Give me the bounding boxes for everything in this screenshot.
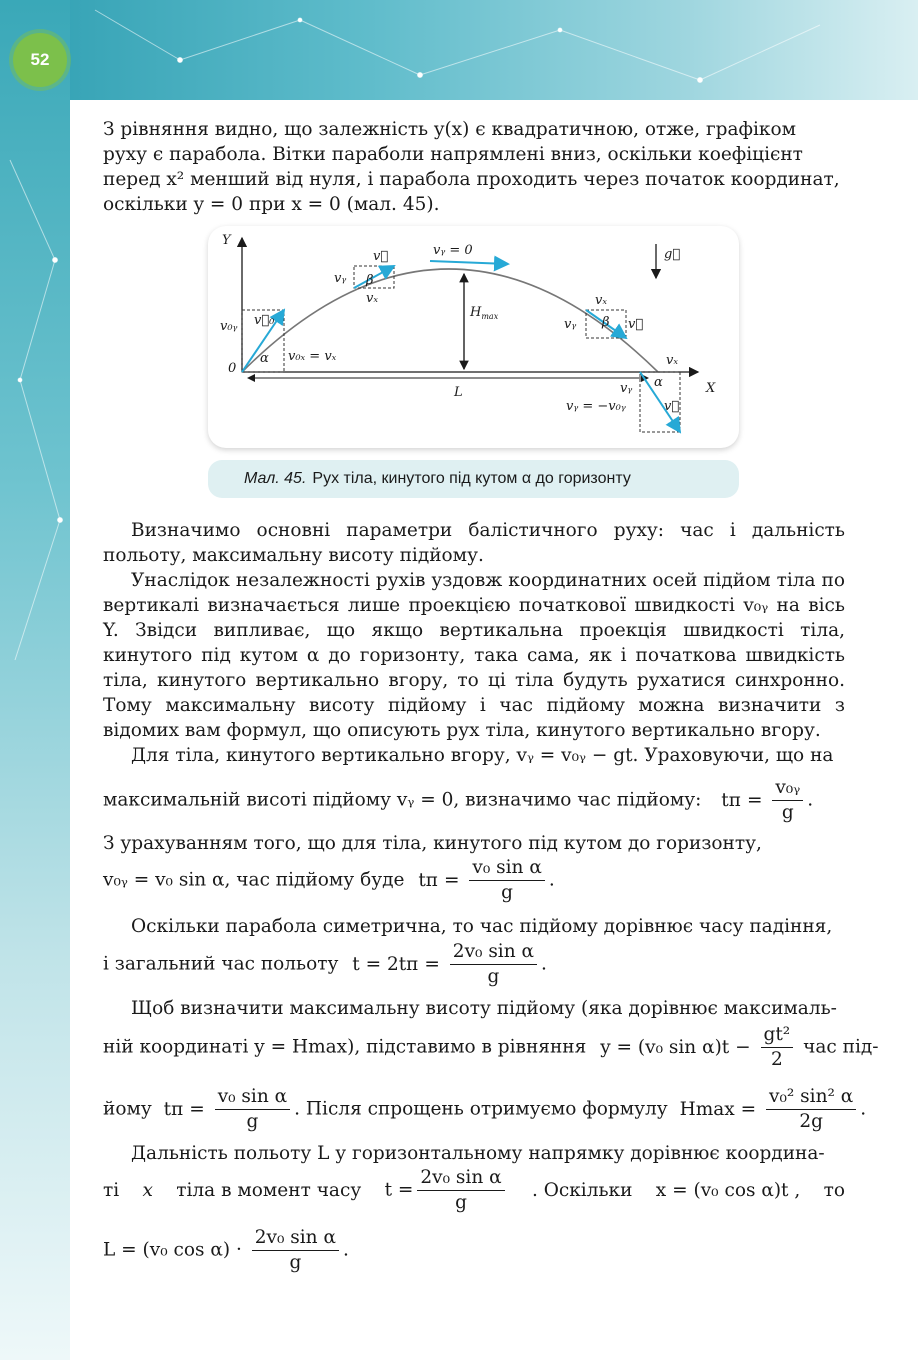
paragraph-4 [103,831,845,856]
vx-end-label: vₓ [666,353,678,368]
y-eq-line [103,1023,879,1072]
vy-rising-label: vᵧ [334,271,347,286]
tp-lhs: tп = [721,789,763,811]
beta-rising-label: β [366,273,374,288]
L-num: 2v₀ sin α [252,1226,339,1251]
hmax-num: v₀² sin² α [766,1085,856,1110]
vy-falling-label: vᵧ [564,317,577,332]
caption-label: Мал. 45. [244,470,307,487]
intro-line-1: З рівняння видно, що залежність y(x) є квадратичною, отже, графіком [103,119,797,140]
hmax-line-text: . Після спрощень отримуємо формулу [294,1098,668,1120]
paragraph-6 [103,996,845,1021]
range-line-4: . Оскільки [531,1180,633,1201]
vx-rising-label: vₓ [366,291,378,306]
t-num: 2v₀ sin α [450,940,537,965]
y-eq-den: 2 [770,1049,783,1070]
hmax-den: 2g [799,1111,823,1132]
t-fraction [450,940,537,989]
paragraph-8-line-1: Дальність польоту L у горизонтальному напрямку дорівнює координа- [131,1143,825,1164]
figure-caption [208,460,739,498]
paragraph-5-line-1: Оскільки парабола симетрична, то час підйому дорівнює часу падіння, [131,916,833,937]
L-fraction [252,1226,339,1275]
tp3-den: g [246,1111,259,1132]
intro-line-2: руху є парабола. Вітки параболи напрямлені вниз, оскільки коефіцієнт [103,144,803,165]
paragraph-5 [103,914,845,939]
t-line: і загальний час польоту t = 2tп = $\frac{\text{2v₀ sin α}}{g}$ . [103,941,547,987]
caption-text: Рух тіла, кинутого під кутом α до горизонту [312,470,631,487]
v-rising-label: v⃗ [373,249,389,264]
hmax-lhs: Hmax = [679,1098,757,1120]
range-line-5: x = (v₀ cos α)t , [655,1180,801,1201]
intro-paragraph [103,117,845,217]
figure-45 [208,226,739,448]
paragraph-2: Унаслідок незалежності рухів уздовж координатних осей підйом тіла по вертикалі визначається лише проекцією початкової швидкості v₀ᵧ на вісь Y. Звідси випливає, що якщо вертикальна проекція швидкості тіла, кинутого під кутом α до горизонту, така сама, як і початкова швидкість тіла, кинутого вертикально вгору, то ці тіла будуть рухатися синхронно. Тому максимальну висоту підйому і час підйому можна визначити з відомих вам формул, що описують рух тіла, кинутого вертикально вгору. [103,570,845,741]
trajectory-diagram [208,226,739,448]
hmax-label: $H_{max}$ [470,305,499,321]
v-end-label: v⃗ [664,399,680,414]
range-line-2: x [142,1180,153,1201]
alpha-label-start: α [260,351,269,366]
t-lhs: t = 2tп = [352,953,440,975]
range-line-6: то [823,1180,845,1201]
tp3-fraction [215,1085,290,1134]
tp2-fraction [469,856,544,905]
body-paragraphs [103,518,845,768]
paragraph-6-line-1: Щоб визначити максимальну висоту підйому (яка дорівнює максималь- [131,998,837,1019]
paragraph-8 [103,1141,845,1166]
paragraph-1: Визначимо основні параметри балістичного руху: час і дальність польоту, максимальну висоту підйому. [103,520,845,566]
v-rising-vector [354,266,394,288]
tp2-lhs: tп = [418,869,460,891]
alpha-label-end: α [654,375,663,390]
hmax-line-start: йому [103,1098,152,1120]
range-line [103,1166,845,1215]
tp-line-text: максимальній висоті підйому vᵧ = 0, визначимо час підйому: [103,789,702,811]
t2-den: g [455,1192,467,1213]
L-lhs: L = (v₀ cos α) · [103,1239,242,1261]
L-den: g [289,1252,302,1273]
hmax-line: йому tп = $\frac{\text{v₀ sin α}}{g}$ . Після спрощень отримуємо формулу Hmax = $\frac{\text{v₀² sin² α}}{2g}$ . [103,1086,867,1132]
vy-end-eq-label: vᵧ = −v₀ᵧ [566,399,626,414]
t-den: g [487,966,500,987]
tp2-line: v₀ᵧ = v₀ sin α, час підйому буде tп = $\frac{\text{v₀ sin α}}{g}$ . [103,857,555,903]
range-label: L [454,385,463,400]
y-axis-label: Y [222,233,231,248]
g-label: g⃗ [664,247,681,262]
vy-end-label: vᵧ [620,381,633,396]
hmax-fraction [766,1085,856,1134]
page-number: 52 [30,50,50,69]
tp2-den: g [501,882,514,903]
tp2-line-text: v₀ᵧ = v₀ sin α, час підйому буде [103,869,405,891]
range-line-1: ті [103,1180,120,1201]
x-axis-label: X [706,381,716,396]
v-falling-label: v⃗ [628,317,644,332]
tp-fraction [772,776,803,825]
range-line-3: тіла в момент часу [176,1180,362,1201]
beta-falling-label: β [602,315,610,330]
tp-num: v₀ᵧ [772,776,803,801]
y-eq-tail: час під- [803,1036,879,1058]
L-line: L = (v₀ cos α) · $\frac{\text{2v₀ sin α}}{g}$ . [103,1227,349,1273]
intro-line-3: перед x² менший від нуля, і парабола проходить через початок координат, [103,169,840,190]
tp-line: максимальній висоті підйому vᵧ = 0, визначимо час підйому: tп = $\frac{\text{v₀ᵧ}}{g}$ . [103,777,814,823]
paragraph-3-line-1: Для тіла, кинутого вертикально вгору, vᵧ = v₀ᵧ − gt. Ураховуючи, що на [131,745,834,766]
y-eq-num: gt² [761,1023,794,1048]
t2-fraction [417,1166,504,1215]
y-eq-line-text: ній координаті y = Hmax), підставимо в рівняння [103,1036,587,1058]
v0x-label: v₀ₓ = vₓ [288,349,337,364]
page-number-badge [13,33,67,87]
vy-zero-label: vᵧ = 0 [433,243,473,258]
tp3-num: v₀ sin α [215,1085,290,1110]
paragraph-4-line-1: З урахуванням того, що для тіла, кинутого під кутом до горизонту, [103,833,762,854]
t-line-text: і загальний час польоту [103,953,339,975]
v0y-label: v₀ᵧ [220,319,238,334]
y-eq-lhs: y = (v₀ sin α)t − [600,1036,751,1058]
t2-lhs: t = [384,1179,414,1201]
intro-line-4: оскільки y = 0 при x = 0 (мал. 45). [103,194,440,215]
y-eq-fraction [761,1023,794,1072]
origin-label: 0 [228,361,237,376]
tp2-num: v₀ sin α [469,856,544,881]
t2-num: 2v₀ sin α [417,1166,504,1191]
tp3-lhs: tп = [163,1098,205,1120]
v-top-vector [430,261,508,264]
vx-falling-label: vₓ [595,293,607,308]
v0-label: v⃗₀ [254,313,275,328]
tp-den: g [781,802,794,823]
